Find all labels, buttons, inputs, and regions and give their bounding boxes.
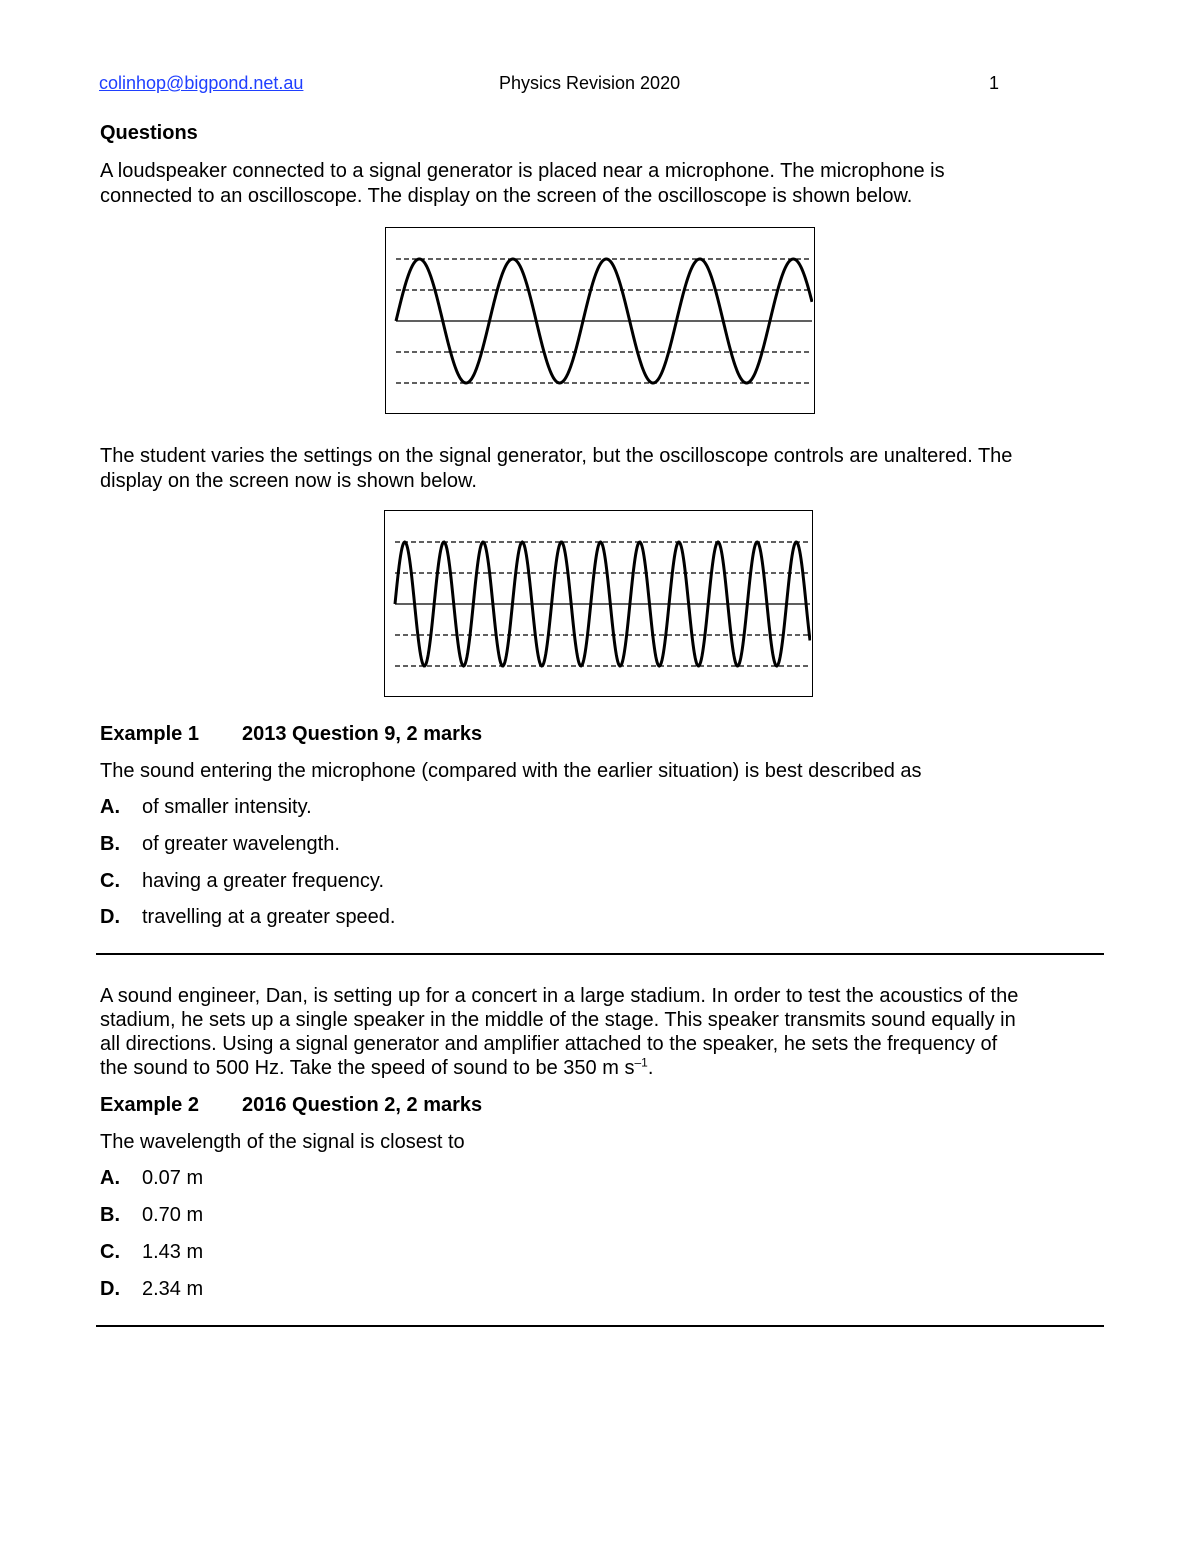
page-number: 1 [989, 73, 1000, 93]
oscilloscope-trace-1 [386, 228, 813, 412]
option-letter: B. [100, 833, 120, 855]
dan-line-4-superscript: –1 [634, 1055, 648, 1070]
example-2-source: 2016 Question 2, 2 marks [242, 1094, 483, 1116]
oscilloscope-trace-2 [385, 511, 811, 695]
example-1-option-a[interactable] [100, 795, 312, 819]
example-2-stem: The wavelength of the signal is closest to [100, 1131, 465, 1153]
student-line-1: The student varies the settings on the signal generator, but the oscilloscope controls are unaltered. The [100, 445, 1013, 467]
section-divider-1 [96, 953, 1104, 955]
dan-line-1: A sound engineer, Dan, is setting up for a concert in a large stadium. In order to test the acoustics of the [100, 985, 1019, 1007]
option-letter: D. [100, 1278, 120, 1300]
dan-line-3: all directions. Using a signal generator and amplifier attached to the speaker, he sets the frequency of [100, 1033, 998, 1055]
option-text: of smaller intensity. [142, 796, 312, 818]
option-letter: A. [100, 796, 120, 818]
example-2-heading [100, 1093, 482, 1117]
example-1-heading [100, 722, 482, 746]
option-letter: C. [100, 1241, 120, 1263]
example-1-label: Example 1 [100, 723, 199, 745]
example-2-option-c[interactable] [100, 1240, 203, 1264]
questions-heading: Questions [100, 122, 198, 144]
dan-line-4-end: . [647, 1057, 654, 1079]
option-text: travelling at a greater speed. [142, 906, 396, 928]
dan-line-2: stadium, he sets up a single speaker in the middle of the stage. This speaker transmits sound equally in [100, 1009, 1016, 1031]
author-email-link[interactable]: colinhop@bigpond.net.au [99, 73, 304, 93]
oscilloscope-display-2 [384, 510, 813, 697]
option-text: 0.07 m [142, 1167, 204, 1189]
dan-line-4-text: the sound to 500 Hz. Take the speed of sound to be 350 m s [100, 1057, 635, 1079]
option-letter: C. [100, 870, 120, 892]
option-letter: A. [100, 1167, 120, 1189]
example-1-option-d[interactable] [100, 905, 396, 929]
option-letter: D. [100, 906, 120, 928]
option-text: 0.70 m [142, 1204, 204, 1226]
example-1-option-b[interactable] [100, 832, 340, 856]
option-letter: B. [100, 1204, 120, 1226]
intro-line-2: connected to an oscilloscope. The display on the screen of the oscilloscope is shown below. [100, 185, 913, 207]
example-1-option-c[interactable] [100, 869, 384, 893]
section-divider-2 [96, 1325, 1104, 1327]
example-1-stem: The sound entering the microphone (compared with the earlier situation) is best described as [100, 760, 922, 782]
document-title: Physics Revision 2020 [499, 73, 681, 93]
intro-line-1: A loudspeaker connected to a signal generator is placed near a microphone. The microphone is [100, 160, 945, 182]
student-line-2: display on the screen now is shown below. [100, 470, 477, 492]
example-2-option-a[interactable] [100, 1166, 203, 1190]
example-2-option-b[interactable] [100, 1203, 203, 1227]
option-text: of greater wavelength. [142, 833, 340, 855]
option-text: 1.43 m [142, 1241, 204, 1263]
example-2-label: Example 2 [100, 1094, 199, 1116]
example-1-source: 2013 Question 9, 2 marks [242, 723, 483, 745]
option-text: having a greater frequency. [142, 870, 385, 892]
dan-line-4 [100, 1056, 1110, 1080]
option-text: 2.34 m [142, 1278, 204, 1300]
oscilloscope-display-1 [385, 227, 815, 414]
example-2-option-d[interactable] [100, 1277, 203, 1301]
